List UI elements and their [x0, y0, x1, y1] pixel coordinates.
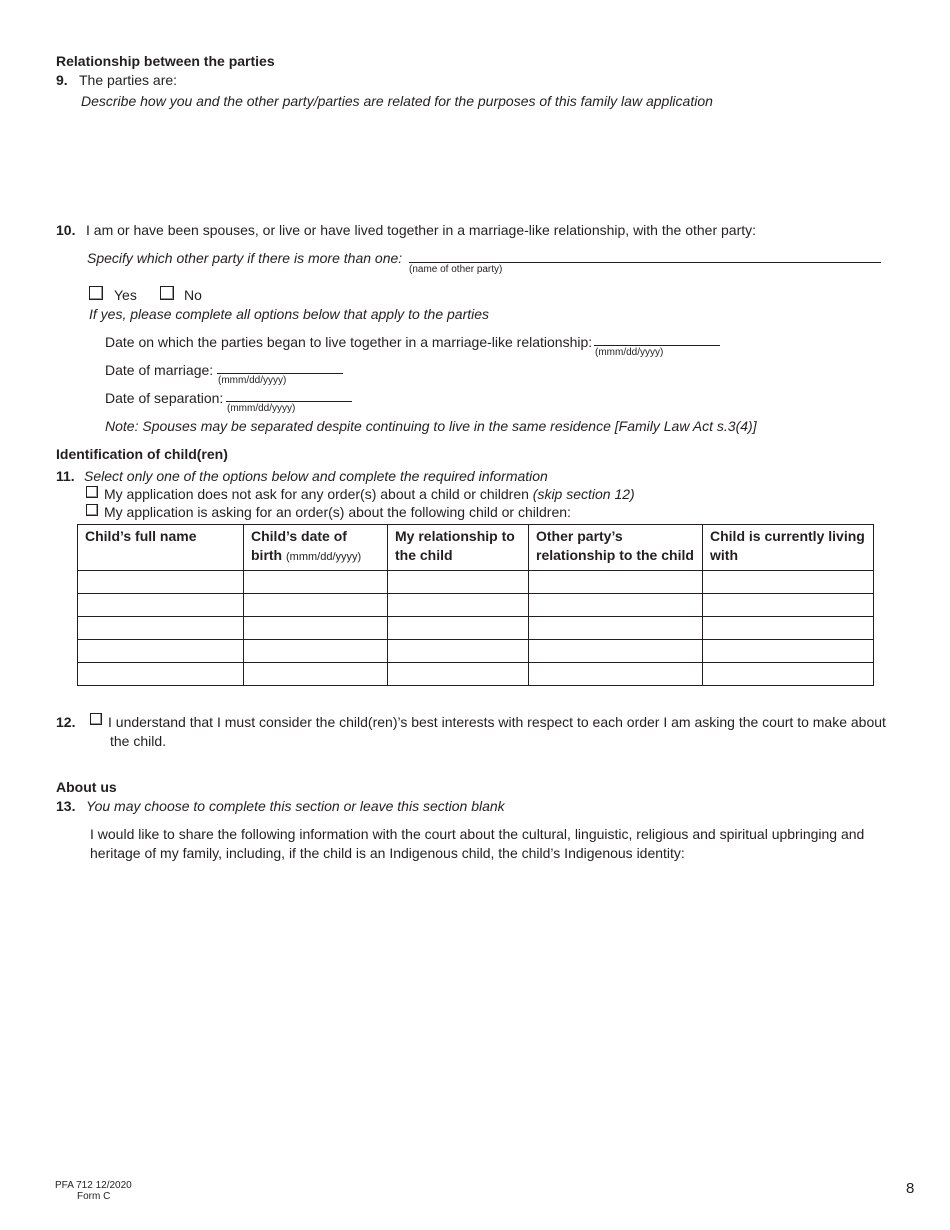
- question-13-text-line2: heritage of my family, including, if the child is an Indigenous child, the child’s Indigenous identity:: [90, 845, 685, 861]
- table-cell[interactable]: [388, 617, 529, 640]
- date-of-marriage-label: Date of marriage:: [105, 362, 214, 378]
- table-cell[interactable]: [388, 571, 529, 594]
- table-header-row: [78, 525, 874, 571]
- section-heading-children: Identification of child(ren): [56, 446, 228, 462]
- date-caption: (mmm/dd/yyyy): [218, 375, 287, 386]
- table-cell[interactable]: [388, 663, 529, 686]
- question-9-instruction: Describe how you and the other party/parties are related for the purposes of this family law application: [81, 93, 713, 109]
- table-cell[interactable]: [529, 663, 703, 686]
- if-yes-instruction: If yes, please complete all options below that apply to the parties: [89, 306, 490, 322]
- page-number: 8: [906, 1180, 915, 1197]
- table-cell[interactable]: [244, 640, 388, 663]
- no-child-order-checkbox[interactable]: [86, 486, 98, 498]
- form-name: Form C: [77, 1191, 111, 1202]
- table-cell[interactable]: [78, 663, 244, 686]
- table-cell[interactable]: [529, 617, 703, 640]
- column-header-living-with: Child is currently living with: [703, 525, 874, 571]
- no-child-order-option: [104, 486, 635, 502]
- question-13-instruction: You may choose to complete this section or leave this section blank: [86, 798, 505, 814]
- question-10-text: I am or have been spouses, or live or have lived together in a marriage-like relationship, with the other party:: [86, 222, 757, 238]
- column-header-child-name: Child’s full name: [78, 525, 244, 571]
- table-row: [78, 617, 874, 640]
- table-cell[interactable]: [529, 571, 703, 594]
- table-cell[interactable]: [529, 594, 703, 617]
- skip-section-note: (skip section 12): [532, 486, 635, 502]
- yes-checkbox[interactable]: [89, 286, 103, 300]
- table-cell[interactable]: [78, 640, 244, 663]
- child-order-label: My application is asking for an order(s) about the following child or children:: [104, 504, 571, 520]
- form-id: PFA 712 12/2020: [55, 1180, 132, 1191]
- table-cell[interactable]: [529, 640, 703, 663]
- question-13-text-line1: I would like to share the following information with the court about the cultural, linguistic, religious and spiritual upbringing and: [90, 826, 865, 842]
- table-cell[interactable]: [244, 594, 388, 617]
- best-interests-text-line2: the child.: [110, 733, 167, 749]
- yes-label: Yes: [114, 287, 137, 303]
- date-of-separation-label: Date of separation:: [105, 390, 224, 406]
- question-9-number: 9.: [56, 72, 68, 88]
- question-12-number: 12.: [56, 714, 76, 730]
- question-11-instruction: Select only one of the options below and complete the required information: [84, 468, 548, 484]
- table-cell[interactable]: [703, 571, 874, 594]
- best-interests-text-line1: I understand that I must consider the child(ren)’s best interests with respect to each order I am asking the court to make about: [108, 714, 886, 730]
- other-party-caption: (name of other party): [409, 264, 503, 275]
- table-cell[interactable]: [244, 571, 388, 594]
- table-cell[interactable]: [703, 617, 874, 640]
- date-caption: (mmm/dd/yyyy): [595, 347, 664, 358]
- separation-note: Note: Spouses may be separated despite continuing to live in the same residence [Family Law Act s.3(4)]: [105, 418, 757, 434]
- best-interests-checkbox[interactable]: [90, 713, 102, 725]
- table-cell[interactable]: [78, 617, 244, 640]
- table-cell[interactable]: [388, 594, 529, 617]
- question-11-number: 11.: [56, 468, 75, 484]
- column-header-child-birth-date: Child’s date of birth (mmm/dd/yyyy): [244, 525, 388, 571]
- table-row: [78, 663, 874, 686]
- table-cell[interactable]: [78, 571, 244, 594]
- child-order-checkbox[interactable]: [86, 504, 98, 516]
- date-of-separation-field[interactable]: [226, 401, 352, 402]
- specify-other-party-label: Specify which other party if there is more than one:: [87, 250, 403, 266]
- question-10-number: 10.: [56, 222, 76, 238]
- table-cell[interactable]: [703, 594, 874, 617]
- column-header-other-party-relationship: Other party’s relationship to the child: [529, 525, 703, 571]
- section-heading-relationship: Relationship between the parties: [56, 53, 275, 69]
- table-row: [78, 594, 874, 617]
- date-caption: (mmm/dd/yyyy): [227, 403, 296, 414]
- began-living-together-label: Date on which the parties began to live together in a marriage-like relationship:: [105, 334, 593, 350]
- table-row: [78, 571, 874, 594]
- table-row: [78, 640, 874, 663]
- question-13-number: 13.: [56, 798, 76, 814]
- table-cell[interactable]: [703, 663, 874, 686]
- table-cell[interactable]: [244, 617, 388, 640]
- no-label: No: [184, 287, 202, 303]
- began-living-together-date-field[interactable]: [594, 345, 720, 346]
- table-cell[interactable]: [78, 594, 244, 617]
- other-party-name-field[interactable]: [409, 262, 881, 263]
- no-child-order-label: My application does not ask for any order(s) about a child or children: [104, 486, 529, 502]
- table-cell[interactable]: [244, 663, 388, 686]
- table-cell[interactable]: [388, 640, 529, 663]
- section-heading-about-us: About us: [56, 779, 117, 795]
- question-9-text: The parties are:: [79, 72, 178, 88]
- table-cell[interactable]: [703, 640, 874, 663]
- column-header-my-relationship: My relationship to the child: [388, 525, 529, 571]
- date-of-marriage-field[interactable]: [217, 373, 343, 374]
- no-checkbox[interactable]: [160, 286, 174, 300]
- children-table: [77, 524, 874, 686]
